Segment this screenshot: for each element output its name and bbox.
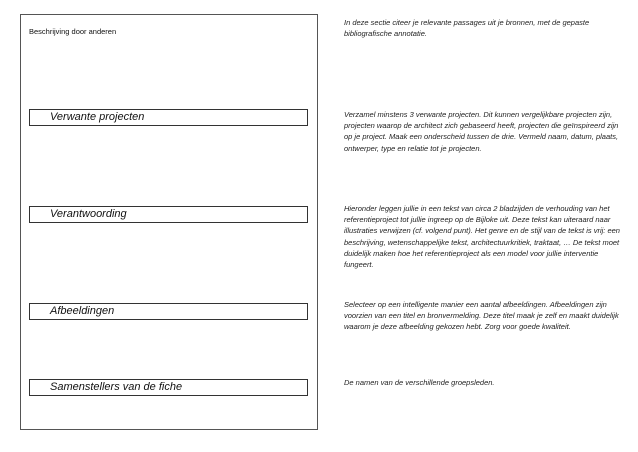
- note-citaten: In deze sectie citeer je relevante passages uit je bronnen, met de gepaste bibliografische annotatie.: [344, 18, 590, 39]
- section-samenstellers: [29, 379, 308, 396]
- section-verwante-projecten: [29, 109, 308, 126]
- section-label-verantwoording: Verantwoording: [50, 208, 127, 220]
- frame-title: Beschrijving door anderen: [29, 27, 117, 36]
- section-label-afbeeldingen: Afbeeldingen: [50, 305, 115, 317]
- section-verantwoording: [29, 206, 308, 223]
- section-label-samenstellers: Samenstellers van de fiche: [50, 381, 183, 393]
- note-verantwoording: Hieronder leggen jullie in een tekst van circa 2 bladzijden de verhouding van het referentieproject tot jullie ingreep op de Bijloke uit. Deze tekst kan uiteraard naar illustraties verwijzen (cf. volgend punt). Het genre en de stijl van de tekst is vrij: een beschrijving, wetenschappelijke tekst, architectuurkritiek, traktaat, … De tekst moet duidelijk maken hoe het referentieproject als een model voor jullie interventie fungeert.: [344, 204, 620, 270]
- note-afbeeldingen: Selecteer op een intelligente manier een aantal afbeeldingen. Afbeeldingen zijn voorzien van een titel en bronvermelding. Deze titel maak je zelf en maakt duidelijk waarom je deze afbeelding gekozen hebt. Zorg voor goede kwaliteit.: [344, 300, 619, 332]
- fiche-frame: [20, 14, 318, 430]
- note-verwante-projecten: Verzamel minstens 3 verwante projecten. Dit kunnen vergelijkbare projecten zijn, projecten waarop de architect zich gebaseerd heeft, projecten die geïnspireerd zijn op je project. Maak een onderscheid tussen de drie. Vermeld naam, datum, plaats, ontwerper, type en relatie tot je projecten.: [344, 110, 619, 153]
- note-samenstellers: De namen van de verschillende groepsleden.: [344, 378, 495, 387]
- section-afbeeldingen: [29, 303, 308, 320]
- section-label-verwante-projecten: Verwante projecten: [50, 111, 145, 123]
